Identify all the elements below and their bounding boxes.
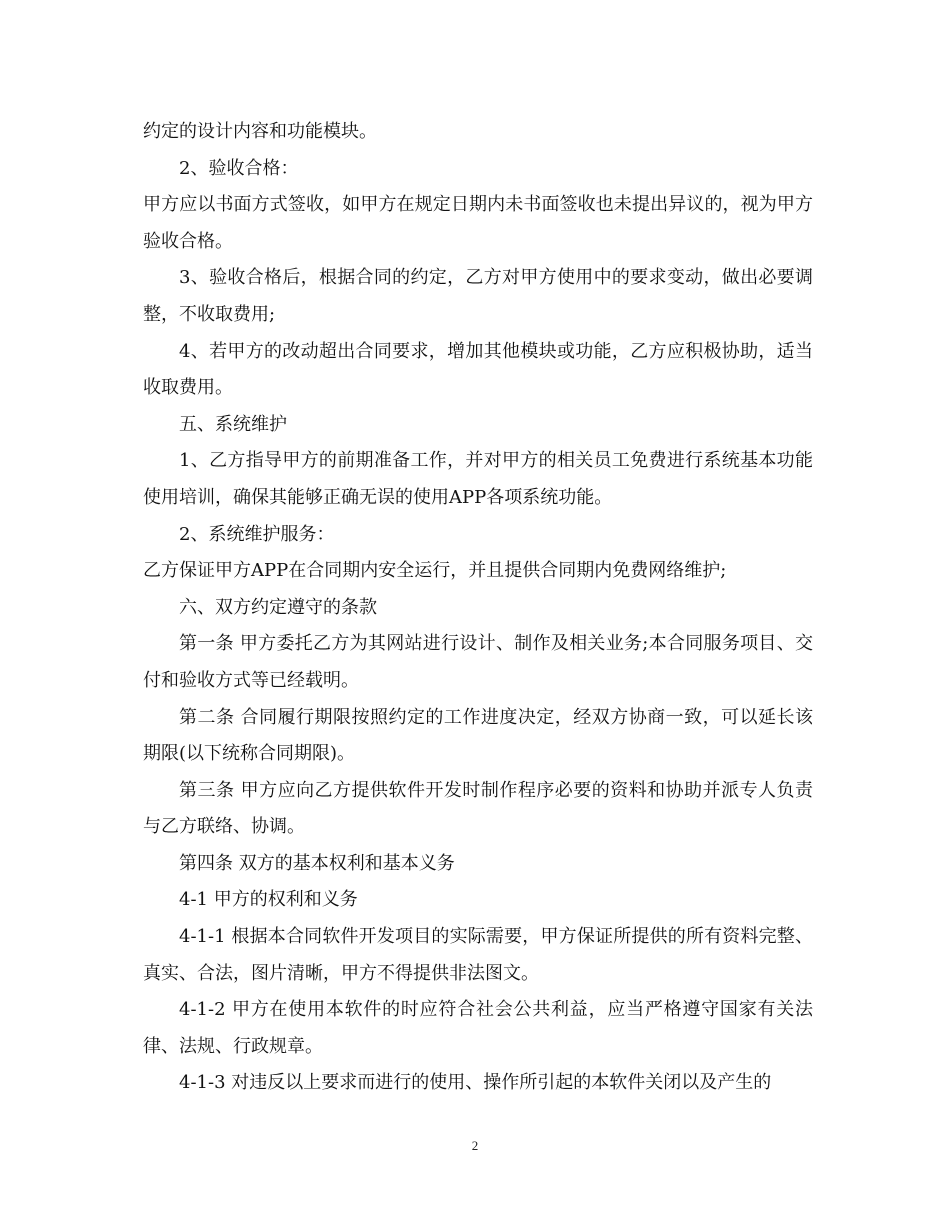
paragraph: 1、乙方指导甲方的前期准备工作，并对甲方的相关员工免费进行系统基本功能使用培训，确保其能够正确无误的使用APP各项系统功能。 — [143, 450, 813, 508]
subclause: 4-1-2 甲方在使用本软件的时应符合社会公共利益，应当严格遵守国家有关法律、法规、行政规章。 — [143, 999, 813, 1057]
paragraph: 4、若甲方的改动超出合同要求，增加其他模块或功能，乙方应积极协助，适当收取费用。 — [143, 340, 813, 399]
paragraph: 甲方应以书面方式签收，如甲方在规定日期内未书面签收也未提出异议的，视为甲方验收合格。 — [143, 194, 813, 252]
paragraph: 乙方保证甲方APP在合同期内安全运行，并且提供合同期内免费网络维护; — [143, 560, 727, 582]
paragraph: 3、验收合格后，根据合同的约定，乙方对甲方使用中的要求变动，做出必要调整，不收取费用; — [143, 267, 813, 325]
clause: 第一条 甲方委托乙方为其网站进行设计、制作及相关业务;本合同服务项目、交付和验收方式等已经载明。 — [143, 633, 813, 691]
page-number: 2 — [471, 1138, 479, 1153]
subclause: 4-1-3 对违反以上要求而进行的使用、操作所引起的本软件关闭以及产生的 — [179, 1072, 772, 1094]
clause: 第四条 双方的基本权利和基本义务 — [179, 852, 455, 874]
section-heading: 六、双方约定遵守的条款 — [179, 596, 377, 618]
section-heading: 五、系统维护 — [179, 413, 287, 435]
paragraph: 约定的设计内容和功能模块。 — [143, 121, 377, 142]
subclause: 4-1-1 根据本合同软件开发项目的实际需要，甲方保证所提供的所有资料完整、真实、合法，图片清晰，甲方不得提供非法图文。 — [143, 926, 813, 984]
clause: 第三条 甲方应向乙方提供软件开发时制作程序必要的资料和协助并派专人负责与乙方联络、协调。 — [143, 779, 813, 838]
document-body — [143, 114, 813, 1102]
section-heading: 2、验收合格： — [179, 157, 299, 179]
section-heading: 2、系统维护服务： — [179, 523, 335, 545]
clause: 第二条 合同履行期限按照约定的工作进度决定，经双方协商一致，可以延长该期限(以下统称合同期限)。 — [143, 706, 813, 765]
subclause-heading: 4-1 甲方的权利和义务 — [179, 889, 358, 911]
